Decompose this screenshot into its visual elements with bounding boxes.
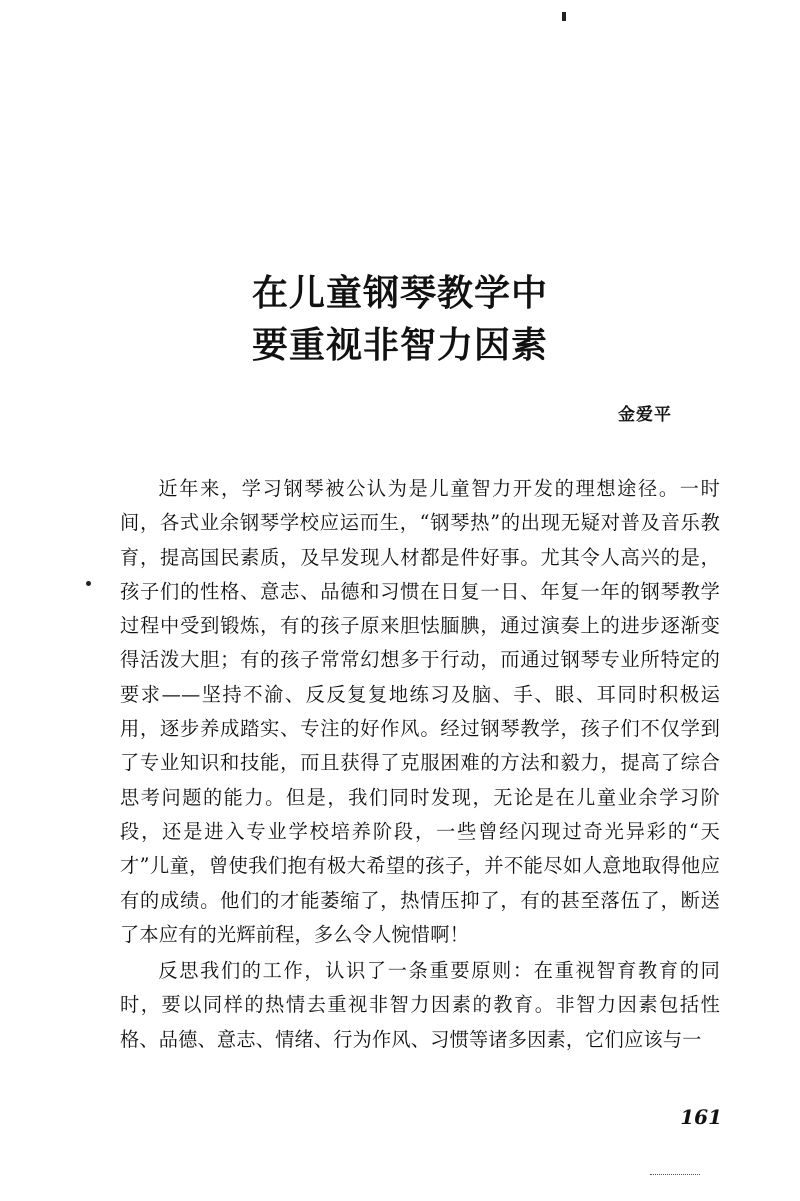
footer-dots xyxy=(650,1174,700,1175)
paragraph-2: 反思我们的工作，认识了一条重要原则：在重视智育教育的同时，要以同样的热情去重视非智力因素的教育。非智力因素包括性格、品德、意志、情绪、行为作风、习惯等诸多因素，它们应该与一 xyxy=(120,959,720,1051)
article-title xyxy=(0,268,800,372)
page-number: 161 xyxy=(680,1105,722,1129)
scan-speck-left xyxy=(86,581,91,586)
article-body xyxy=(120,472,720,1057)
title-line-1: 在儿童钢琴教学中 xyxy=(251,273,548,314)
paragraph-1: 近年来，学习钢琴被公认为是儿童智力开发的理想途径。一时间，各式业余钢琴学校应运而生，“钢琴热”的出现无疑对普及音乐教育，提高国民素质，及早发现人材都是件好事。尤其令人高兴的是，孩子们的性格、意志、品德和习惯在日复一日、年复一年的钢琴教学过程中受到锻炼，有的孩子原来胆怯腼腆，通过演奏上的进步逐渐变得活泼大胆；有的孩子常常幻想多于行动，而通过钢琴专业所特定的要求——坚持不渝、反反复复地练习及脑、手、眼、耳同时积极运用，逐步养成踏实、专注的好作风。经过钢琴教学，孩子们不仅学到了专业知识和技能，而且获得了克服困难的方法和毅力，提高了综合思考问题的能力。但是，我们同时发现，无论是在儿童业余学习阶段，还是进入专业学校培养阶段，一些曾经闪现过奇光异彩的“天才”儿童，曾使我们抱有极大希望的孩子，并不能尽如人意地取得他应有的成绩。他们的才能萎缩了，热情压抑了，有的甚至落伍了，断送了本应有的光辉前程，多么令人惋惜啊！ xyxy=(120,477,720,946)
title-line-2: 要重视非智力因素 xyxy=(251,325,548,366)
author-name: 金爱平 xyxy=(618,405,672,425)
scan-speck-top xyxy=(562,12,566,21)
